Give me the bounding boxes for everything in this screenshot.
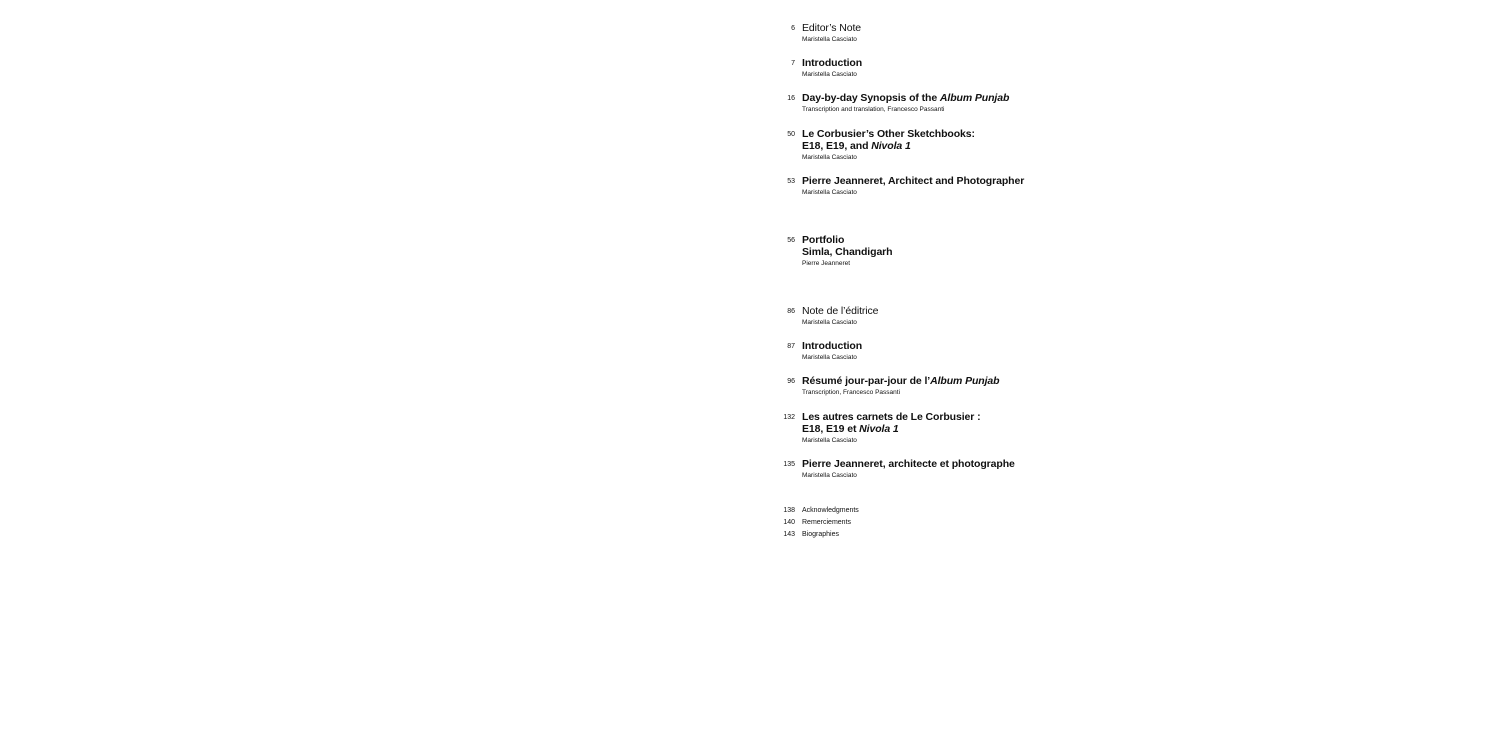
page-number: 6 xyxy=(791,25,795,32)
toc-entry[interactable] xyxy=(780,56,1080,82)
entry-author: Maristella Casciato xyxy=(802,71,857,78)
page-number: 87 xyxy=(787,343,795,350)
entry-title: Pierre Jeanneret, architecte et photographe xyxy=(802,458,1015,470)
page-number: 140 xyxy=(783,519,795,526)
page-number: 56 xyxy=(787,237,795,244)
page-number: 96 xyxy=(787,378,795,385)
entry-title: Day-by-day Synopsis of the Album Punjab xyxy=(802,92,1010,104)
back-matter-label: Biographies xyxy=(802,531,839,538)
page-number: 132 xyxy=(783,414,795,421)
entry-title-line2: E18, E19 et Nivola 1 xyxy=(802,423,899,435)
entry-author: Maristella Casciato xyxy=(802,354,857,361)
entry-title: Editor’s Note xyxy=(802,22,862,34)
page-number: 135 xyxy=(783,461,795,468)
page-number: 7 xyxy=(791,60,795,67)
page-number: 50 xyxy=(787,131,795,138)
toc-entry[interactable] xyxy=(780,91,1080,117)
back-matter-label: Remerciements xyxy=(802,519,852,526)
toc-entry[interactable] xyxy=(780,174,1080,200)
back-matter-label: Acknowledgments xyxy=(802,507,859,514)
toc-entry[interactable] xyxy=(780,410,1080,448)
entry-title: Pierre Jeanneret, Architect and Photographer xyxy=(802,175,1025,187)
entry-author: Maristella Casciato xyxy=(802,319,857,326)
entry-author: Maristella Casciato xyxy=(802,189,857,196)
entry-title: Introduction xyxy=(802,57,863,69)
entry-title: Introduction xyxy=(802,340,863,352)
entry-title-line2: Simla, Chandigarh xyxy=(802,246,893,258)
back-matter-item[interactable] xyxy=(780,530,1080,542)
entry-author: Transcription, Francesco Passanti xyxy=(802,389,901,396)
entry-title: Note de l’éditrice xyxy=(802,305,879,317)
entry-title-line2: E18, E19, and Nivola 1 xyxy=(802,140,911,152)
toc-entry[interactable] xyxy=(780,233,1080,271)
entry-author: Maristella Casciato xyxy=(802,437,857,444)
toc-entry[interactable] xyxy=(780,21,1080,47)
page-number: 53 xyxy=(787,178,795,185)
toc-entry[interactable] xyxy=(780,127,1080,165)
page-number: 143 xyxy=(783,531,795,538)
page-number: 16 xyxy=(787,95,795,102)
entry-author: Maristella Casciato xyxy=(802,472,857,479)
entry-author: Maristella Casciato xyxy=(802,154,857,161)
entry-title: Portfolio xyxy=(802,234,845,246)
entry-author: Maristella Casciato xyxy=(802,36,857,43)
toc-entry[interactable] xyxy=(780,339,1080,365)
page-number: 86 xyxy=(787,308,795,315)
entry-author: Pierre Jeanneret xyxy=(802,260,851,267)
entry-author: Transcription and translation, Francesco Passanti xyxy=(802,106,945,113)
page-number: 138 xyxy=(783,507,795,514)
back-matter-item[interactable] xyxy=(780,518,1080,530)
toc-entry[interactable] xyxy=(780,304,1080,330)
toc-entry[interactable] xyxy=(780,457,1080,483)
toc-entry[interactable] xyxy=(780,374,1080,400)
back-matter-item[interactable] xyxy=(780,506,1080,518)
entry-title: Résumé jour-par-jour de l’Album Punjab xyxy=(802,375,1000,387)
entry-title: Les autres carnets de Le Corbusier : xyxy=(802,411,981,423)
entry-title: Le Corbusier’s Other Sketchbooks: xyxy=(802,128,975,140)
